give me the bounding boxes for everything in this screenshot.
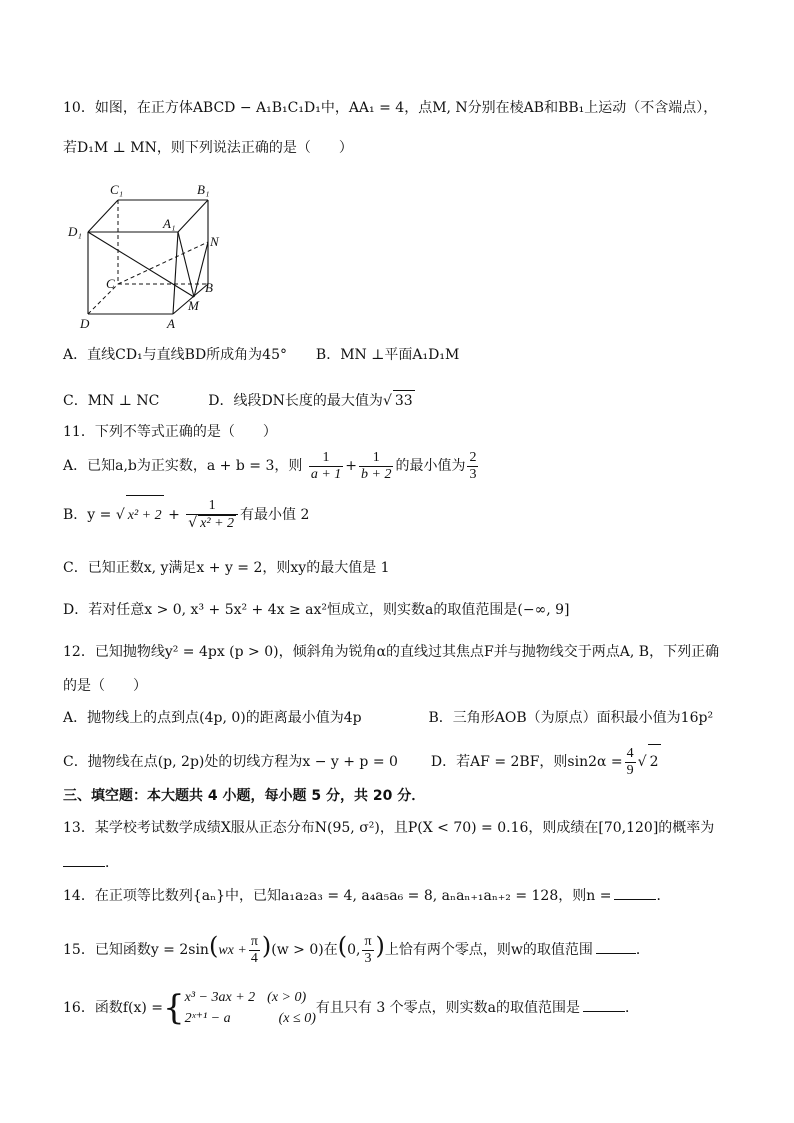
q15-stem: 15．已知函数y = 2sin(wx + $\frac{\pi}{4}$ )(w > 0)在(0, $\frac{\pi}{3}$ )上恰有两个零点，则w的取值范围 ． [63,932,650,966]
q12-options-ab [63,708,713,728]
q16-case1: x³ − 3ax + 2 [184,990,256,1005]
q16-stem: 16．函数f(x) ={ x³ − 3ax + 2 (x > 0) 2ˣ⁺¹ − a (x ≤ 0) 有且只有 3 个零点，则实数a的取值范围是 ． [63,988,640,1028]
label-C: C [106,276,115,291]
q12-option-b: B．三角形AOB（为原点）面积最小值为16p² [428,710,714,726]
q10-option-c: C．MN ⊥ NC [63,393,160,409]
section-3-heading: 三、填空题：本大题共 4 小题，每小题 5 分，共 20 分． [63,788,426,804]
q12-option-a: A．抛物线上的点到点(4p, 0)的距离最小值为4p [63,710,362,726]
label-D: D [80,316,90,330]
cube-diagram [60,180,230,330]
q10-option-d: D．线段DN长度的最大值为 [208,393,383,409]
label-A: A [167,316,175,330]
q11-b-frac: $\frac{1}{\text{√ x² + 2}}$ [186,498,238,532]
label-M: M [188,298,199,313]
q11-stem: 11．下列不等式正确的是（ ） [63,424,277,440]
q13-answer-blank[interactable] [63,852,105,867]
q12-d-radical: 2 [648,744,661,779]
q12-option-d: D．若AF = 2BF，则sin2α = [430,754,623,770]
label-N: N [210,234,219,249]
q10-option-b: B．MN ⊥平面A₁D₁M [315,347,460,363]
q11-a-frac1: $\frac{1}{a + 1}$ [310,449,342,482]
label-B1: B₁ [197,182,210,197]
q11-b-post: 有最小值 2 [240,507,310,523]
q10-option-a: A．直线CD₁与直线BD所成角为45° [63,347,287,363]
q12-stem-line2: 的是（ ） [63,678,147,694]
q11-a-plus: + [345,458,357,474]
q13-answer-line: ． [63,852,119,873]
q16-case2: 2ˣ⁺¹ − a [184,1011,231,1026]
q14-stem: 14．在正项等比数列{aₙ}中，已知a₁a₂a₃ = 4, a₄a₅a₆ = 8, aₙaₙ₊₁aₙ₊₂ = 128，则n = ． [63,885,670,906]
q11-b-radical: x² + 2 [126,495,164,536]
q15-answer-blank[interactable] [596,939,636,954]
q10-options-cd: C．MN ⊥ NC D．线段DN长度的最大值为√ 33 [63,390,415,411]
q11-b-plus: + [168,507,180,523]
q10-option-d-value: 33 [393,390,415,411]
q14-answer-blank[interactable] [614,885,656,900]
q10-stem-line1: 10．如图，在正方体ABCD − A₁B₁C₁D₁中，AA₁ = 4，点M, N分别在棱AB和BB₁上运动（不含端点）， [63,100,718,116]
q13-stem: 13．某学校考试数学成绩X服从正态分布N(95, σ²)，且P(X < 70) = 0.16，则成绩在[70,120]的概率为 [63,820,715,836]
label-A1: A₁ [163,216,176,231]
q10-options-ab [63,345,459,365]
q10-stem-line2: 若D₁M ⊥ MN，则下列说法正确的是（ ） [63,140,353,156]
q11-a-text: A．已知a,b为正实数，a + b = 3，则 [63,458,303,474]
q11-option-a [63,448,480,484]
label-D1: D₁ [68,224,82,239]
q11-a-frac3: $\frac{2}{3}$ [469,449,477,482]
q11-option-b: B．y = √ x² + 2 + $\frac{1}{\text{√ x² + 2}}$ 有最小值 2 [63,495,309,536]
q11-a-frac2: $\frac{1}{b + 2}$ [361,449,392,482]
q12-d-frac: $\frac{4}{9}$ [626,745,634,778]
q11-option-c: C．已知正数x, y满足x + y = 2，则xy的最大值是 1 [63,560,390,576]
q12-option-c: C．抛物线在点(p, 2p)处的切线方程为x − y + p = 0 [63,754,398,770]
q12-stem-line1: 12．已知抛物线y² = 4px (p > 0)，倾斜角为锐角α的直线过其焦点F并与抛物线交于两点A, B，下列正确 [63,644,720,660]
q12-options-cd: C．抛物线在点(p, 2p)处的切线方程为x − y + p = 0 D．若AF = 2BF，则sin2α = $\frac{4}{9}$ √ 2 [63,745,659,778]
label-C1: C₁ [110,182,124,197]
q11-a-mid: 的最小值为 [395,458,466,474]
q11-option-d: D．若对任意x > 0, x³ + 5x² + 4x ≥ ax²恒成立，则实数a的取值范围是(−∞, 9] [63,602,570,618]
label-B: B [205,280,213,295]
q16-answer-blank[interactable] [583,997,625,1012]
q11-b-text: B．y = [63,507,116,523]
